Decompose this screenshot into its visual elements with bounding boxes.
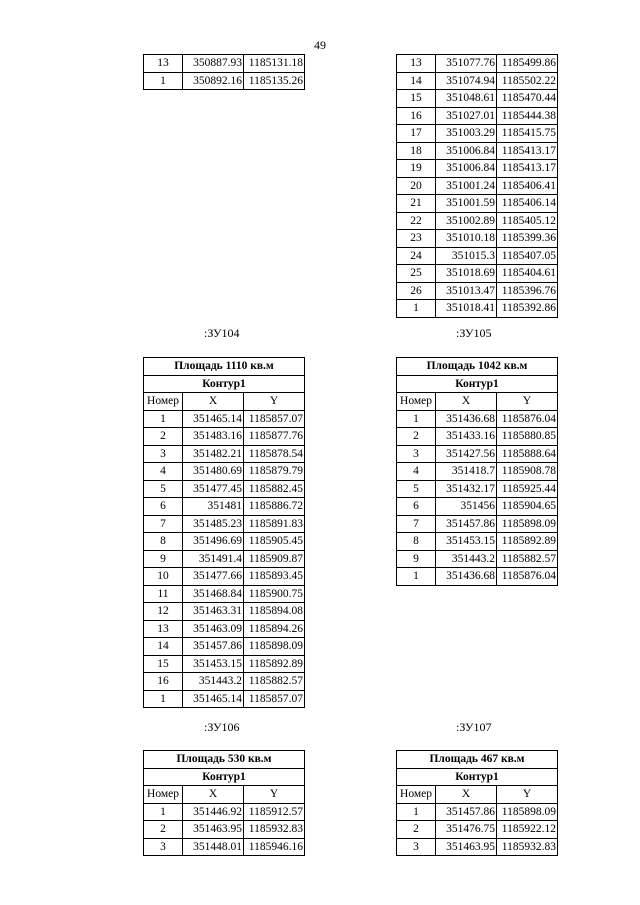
point-number-cell: 2	[144, 428, 183, 446]
point-number-cell: 8	[397, 533, 436, 551]
column-header-y: Y	[244, 393, 305, 411]
x-coordinate-cell: 351463.31	[183, 603, 244, 621]
area-heading: Площадь 1042 кв.м	[397, 358, 558, 376]
point-number-cell: 13	[144, 620, 183, 638]
point-number-cell: 16	[397, 107, 436, 125]
x-coordinate-cell: 351027.01	[436, 107, 497, 125]
table-row	[397, 568, 558, 586]
point-number-cell: 1	[144, 72, 183, 90]
x-coordinate-cell: 351006.84	[436, 142, 497, 160]
table-row	[397, 550, 558, 568]
point-number-cell: 7	[144, 515, 183, 533]
point-number-cell: 6	[397, 498, 436, 516]
x-coordinate-cell: 351453.15	[436, 533, 497, 551]
table-row	[397, 72, 558, 90]
x-coordinate-cell: 351002.89	[436, 212, 497, 230]
column-header-y: Y	[497, 393, 558, 411]
point-number-cell: 21	[397, 195, 436, 213]
y-coordinate-cell: 1185406.14	[497, 195, 558, 213]
x-coordinate-cell: 351448.01	[183, 838, 244, 856]
y-coordinate-cell: 1185908.78	[497, 463, 558, 481]
y-coordinate-cell: 1185894.08	[244, 603, 305, 621]
y-coordinate-cell: 1185898.09	[244, 638, 305, 656]
y-coordinate-cell: 1185879.79	[244, 463, 305, 481]
table-row	[397, 428, 558, 446]
x-coordinate-cell: 351436.68	[436, 410, 497, 428]
table-row	[144, 550, 305, 568]
point-number-cell: 10	[144, 568, 183, 586]
y-coordinate-cell: 1185946.16	[244, 838, 305, 856]
x-coordinate-cell: 351491.4	[183, 550, 244, 568]
table-row	[397, 821, 558, 839]
x-coordinate-cell: 351453.15	[183, 655, 244, 673]
point-number-cell: 16	[144, 673, 183, 691]
y-coordinate-cell: 1185415.75	[497, 125, 558, 143]
table-row	[397, 838, 558, 856]
table-row	[144, 445, 305, 463]
y-coordinate-cell: 1185925.44	[497, 480, 558, 498]
y-coordinate-cell: 1185922.12	[497, 821, 558, 839]
table-row	[144, 690, 305, 708]
caption-zu106: :ЗУ106	[204, 720, 240, 734]
y-coordinate-cell: 1185904.65	[497, 498, 558, 516]
point-number-cell: 22	[397, 212, 436, 230]
x-coordinate-cell: 351077.76	[436, 55, 497, 73]
table-row	[397, 212, 558, 230]
table-row	[397, 463, 558, 481]
caption-zu104: :ЗУ104	[204, 326, 240, 340]
x-coordinate-cell: 350887.93	[183, 55, 244, 73]
point-number-cell: 3	[397, 445, 436, 463]
table-row	[144, 72, 305, 90]
y-coordinate-cell: 1185502.22	[497, 72, 558, 90]
point-number-cell: 14	[397, 72, 436, 90]
point-number-cell: 2	[397, 821, 436, 839]
coords-table-zu104	[143, 357, 305, 708]
y-coordinate-cell: 1185877.76	[244, 428, 305, 446]
table-row	[397, 300, 558, 318]
point-number-cell: 20	[397, 177, 436, 195]
column-header-number: Номер	[144, 393, 183, 411]
point-number-cell: 1	[397, 300, 436, 318]
x-coordinate-cell: 351010.18	[436, 230, 497, 248]
y-coordinate-cell: 1185878.54	[244, 445, 305, 463]
point-number-cell: 26	[397, 282, 436, 300]
table-row	[144, 515, 305, 533]
y-coordinate-cell: 1185413.17	[497, 160, 558, 178]
table-row	[397, 195, 558, 213]
x-coordinate-cell: 351418.7	[436, 463, 497, 481]
table-header	[144, 358, 305, 411]
table-row	[397, 533, 558, 551]
table-row	[144, 533, 305, 551]
table-row	[397, 177, 558, 195]
y-coordinate-cell: 1185894.26	[244, 620, 305, 638]
table-body	[144, 55, 305, 90]
column-header-y: Y	[497, 786, 558, 804]
x-coordinate-cell: 351443.2	[436, 550, 497, 568]
table-row	[144, 568, 305, 586]
x-coordinate-cell: 351006.84	[436, 160, 497, 178]
table-row	[144, 821, 305, 839]
y-coordinate-cell: 1185880.85	[497, 428, 558, 446]
x-coordinate-cell: 351013.47	[436, 282, 497, 300]
y-coordinate-cell: 1185891.83	[244, 515, 305, 533]
table-row	[144, 655, 305, 673]
y-coordinate-cell: 1185444.38	[497, 107, 558, 125]
contour-heading: Контур1	[397, 375, 558, 393]
table-row	[397, 480, 558, 498]
x-coordinate-cell: 351496.69	[183, 533, 244, 551]
y-coordinate-cell: 1185912.57	[244, 803, 305, 821]
y-coordinate-cell: 1185892.89	[497, 533, 558, 551]
point-number-cell: 1	[397, 410, 436, 428]
column-header-number: Номер	[144, 786, 183, 804]
point-number-cell: 14	[144, 638, 183, 656]
table-row	[397, 265, 558, 283]
point-number-cell: 13	[144, 55, 183, 73]
table-row	[144, 620, 305, 638]
point-number-cell: 1	[144, 410, 183, 428]
y-coordinate-cell: 1185857.07	[244, 690, 305, 708]
point-number-cell: 17	[397, 125, 436, 143]
point-number-cell: 8	[144, 533, 183, 551]
column-header-number: Номер	[397, 786, 436, 804]
table-row	[397, 282, 558, 300]
point-number-cell: 1	[397, 803, 436, 821]
x-coordinate-cell: 351001.24	[436, 177, 497, 195]
y-coordinate-cell: 1185857.07	[244, 410, 305, 428]
point-number-cell: 6	[144, 498, 183, 516]
column-header-x: X	[183, 393, 244, 411]
table-body	[397, 410, 558, 585]
x-coordinate-cell: 351457.86	[436, 515, 497, 533]
x-coordinate-cell: 351446.92	[183, 803, 244, 821]
x-coordinate-cell: 351018.69	[436, 265, 497, 283]
point-number-cell: 7	[397, 515, 436, 533]
x-coordinate-cell: 350892.16	[183, 72, 244, 90]
table-row	[397, 55, 558, 73]
table-row	[144, 603, 305, 621]
point-number-cell: 3	[144, 838, 183, 856]
page-number: 49	[314, 38, 326, 52]
y-coordinate-cell: 1185882.57	[244, 673, 305, 691]
contour-heading: Контур1	[397, 768, 558, 786]
table-row	[397, 230, 558, 248]
area-heading: Площадь 467 кв.м	[397, 751, 558, 769]
table-body	[144, 410, 305, 708]
table-row	[144, 638, 305, 656]
x-coordinate-cell: 351432.17	[436, 480, 497, 498]
point-number-cell: 15	[397, 90, 436, 108]
table-row	[144, 463, 305, 481]
point-number-cell: 3	[397, 838, 436, 856]
table-row	[397, 410, 558, 428]
y-coordinate-cell: 1185932.83	[497, 838, 558, 856]
y-coordinate-cell: 1185882.57	[497, 550, 558, 568]
y-coordinate-cell: 1185131.18	[244, 55, 305, 73]
table-row	[397, 515, 558, 533]
y-coordinate-cell: 1185932.83	[244, 821, 305, 839]
y-coordinate-cell: 1185900.75	[244, 585, 305, 603]
table-row	[144, 498, 305, 516]
point-number-cell: 9	[397, 550, 436, 568]
table-row	[144, 428, 305, 446]
point-number-cell: 1	[397, 568, 436, 586]
point-number-cell: 1	[144, 690, 183, 708]
x-coordinate-cell: 351477.66	[183, 568, 244, 586]
point-number-cell: 5	[397, 480, 436, 498]
y-coordinate-cell: 1185399.36	[497, 230, 558, 248]
coords-table-top-left	[143, 54, 305, 90]
table-row	[397, 803, 558, 821]
y-coordinate-cell: 1185407.05	[497, 247, 558, 265]
y-coordinate-cell: 1185888.64	[497, 445, 558, 463]
table-body	[397, 55, 558, 318]
table-row	[144, 673, 305, 691]
y-coordinate-cell: 1185413.17	[497, 142, 558, 160]
x-coordinate-cell: 351468.84	[183, 585, 244, 603]
table-row	[397, 125, 558, 143]
table-header	[397, 751, 558, 804]
x-coordinate-cell: 351074.94	[436, 72, 497, 90]
column-header-x: X	[436, 393, 497, 411]
x-coordinate-cell: 351476.75	[436, 821, 497, 839]
point-number-cell: 19	[397, 160, 436, 178]
table-row	[397, 160, 558, 178]
contour-heading: Контур1	[144, 375, 305, 393]
x-coordinate-cell: 351463.95	[436, 838, 497, 856]
coords-table-zu107	[396, 750, 558, 856]
x-coordinate-cell: 351433.16	[436, 428, 497, 446]
table-row	[397, 445, 558, 463]
y-coordinate-cell: 1185135.26	[244, 72, 305, 90]
table-body	[397, 803, 558, 856]
x-coordinate-cell: 351443.2	[183, 673, 244, 691]
table-row	[397, 90, 558, 108]
y-coordinate-cell: 1185876.04	[497, 410, 558, 428]
point-number-cell: 23	[397, 230, 436, 248]
y-coordinate-cell: 1185898.09	[497, 515, 558, 533]
x-coordinate-cell: 351018.41	[436, 300, 497, 318]
table-row	[144, 803, 305, 821]
coords-table-zu105	[396, 357, 558, 586]
y-coordinate-cell: 1185499.86	[497, 55, 558, 73]
point-number-cell: 24	[397, 247, 436, 265]
x-coordinate-cell: 351465.14	[183, 690, 244, 708]
point-number-cell: 12	[144, 603, 183, 621]
column-header-x: X	[436, 786, 497, 804]
point-number-cell: 9	[144, 550, 183, 568]
point-number-cell: 4	[144, 463, 183, 481]
point-number-cell: 4	[397, 463, 436, 481]
y-coordinate-cell: 1185470.44	[497, 90, 558, 108]
x-coordinate-cell: 351001.59	[436, 195, 497, 213]
coords-table-zu106	[143, 750, 305, 856]
y-coordinate-cell: 1185405.12	[497, 212, 558, 230]
contour-heading: Контур1	[144, 768, 305, 786]
point-number-cell: 5	[144, 480, 183, 498]
x-coordinate-cell: 351477.45	[183, 480, 244, 498]
y-coordinate-cell: 1185406.41	[497, 177, 558, 195]
table-row	[144, 55, 305, 73]
point-number-cell: 15	[144, 655, 183, 673]
table-row	[144, 838, 305, 856]
table-row	[397, 142, 558, 160]
x-coordinate-cell: 351480.69	[183, 463, 244, 481]
x-coordinate-cell: 351048.61	[436, 90, 497, 108]
x-coordinate-cell: 351483.16	[183, 428, 244, 446]
y-coordinate-cell: 1185909.87	[244, 550, 305, 568]
table-row	[397, 498, 558, 516]
table-row	[144, 410, 305, 428]
table-row	[397, 247, 558, 265]
x-coordinate-cell: 351482.21	[183, 445, 244, 463]
y-coordinate-cell: 1185886.72	[244, 498, 305, 516]
x-coordinate-cell: 351003.29	[436, 125, 497, 143]
point-number-cell: 1	[144, 803, 183, 821]
coords-table-top-right	[396, 54, 558, 318]
column-header-y: Y	[244, 786, 305, 804]
area-heading: Площадь 1110 кв.м	[144, 358, 305, 376]
x-coordinate-cell: 351457.86	[436, 803, 497, 821]
x-coordinate-cell: 351463.09	[183, 620, 244, 638]
table-row	[397, 107, 558, 125]
x-coordinate-cell: 351457.86	[183, 638, 244, 656]
y-coordinate-cell: 1185905.45	[244, 533, 305, 551]
point-number-cell: 25	[397, 265, 436, 283]
y-coordinate-cell: 1185396.76	[497, 282, 558, 300]
point-number-cell: 18	[397, 142, 436, 160]
table-row	[144, 480, 305, 498]
y-coordinate-cell: 1185404.61	[497, 265, 558, 283]
point-number-cell: 3	[144, 445, 183, 463]
table-header	[397, 358, 558, 411]
x-coordinate-cell: 351463.95	[183, 821, 244, 839]
area-heading: Площадь 530 кв.м	[144, 751, 305, 769]
column-header-x: X	[183, 786, 244, 804]
point-number-cell: 2	[397, 428, 436, 446]
y-coordinate-cell: 1185892.89	[244, 655, 305, 673]
table-header	[144, 751, 305, 804]
point-number-cell: 2	[144, 821, 183, 839]
y-coordinate-cell: 1185392.86	[497, 300, 558, 318]
y-coordinate-cell: 1185893.45	[244, 568, 305, 586]
x-coordinate-cell: 351485.23	[183, 515, 244, 533]
point-number-cell: 11	[144, 585, 183, 603]
point-number-cell: 13	[397, 55, 436, 73]
caption-zu105: :ЗУ105	[456, 326, 492, 340]
x-coordinate-cell: 351427.56	[436, 445, 497, 463]
y-coordinate-cell: 1185882.45	[244, 480, 305, 498]
x-coordinate-cell: 351456	[436, 498, 497, 516]
table-row	[144, 585, 305, 603]
caption-zu107: :ЗУ107	[456, 720, 492, 734]
x-coordinate-cell: 351465.14	[183, 410, 244, 428]
x-coordinate-cell: 351015.3	[436, 247, 497, 265]
y-coordinate-cell: 1185898.09	[497, 803, 558, 821]
column-header-number: Номер	[397, 393, 436, 411]
x-coordinate-cell: 351436.68	[436, 568, 497, 586]
x-coordinate-cell: 351481	[183, 498, 244, 516]
y-coordinate-cell: 1185876.04	[497, 568, 558, 586]
table-body	[144, 803, 305, 856]
